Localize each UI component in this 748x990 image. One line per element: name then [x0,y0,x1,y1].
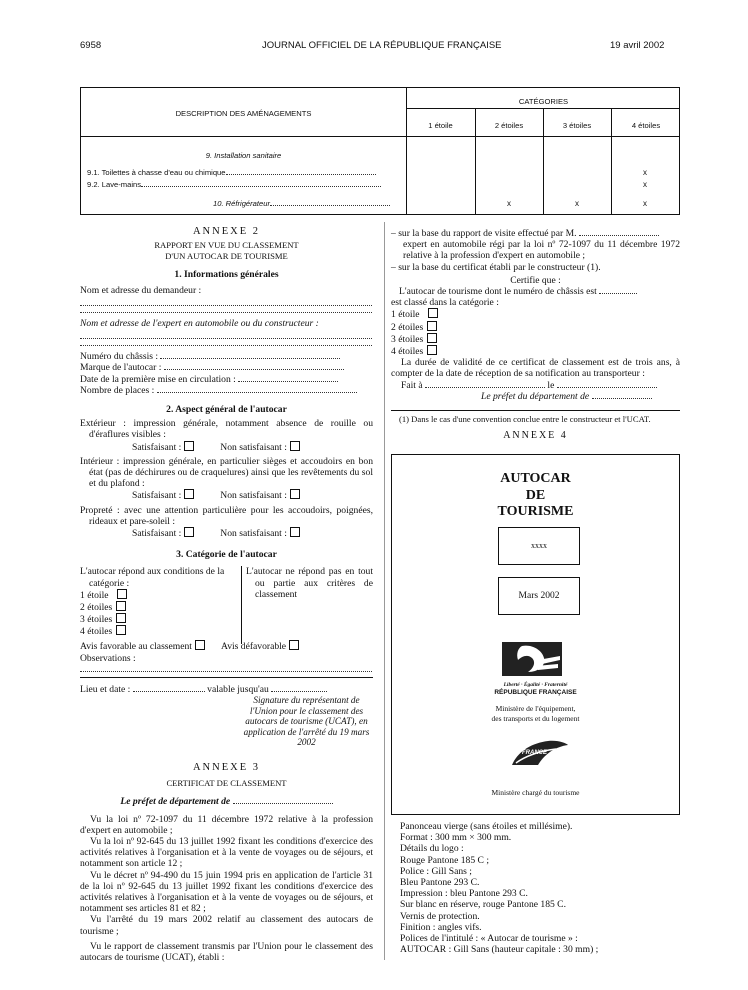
mark-10-4: x [643,199,647,208]
checkbox-prop-satisfaisant[interactable] [184,527,194,537]
annexe-2-title: ANNEXE 2 [192,226,261,237]
checkbox-int-non-satisfaisant[interactable] [290,489,300,499]
spec-line-8: Sur blanc en réserve, rouge Pantone 185 C. [400,899,566,911]
checkbox-cat-1[interactable] [117,589,127,599]
nombre-places-label: Nombre de places : [80,385,373,396]
amenagements-table [80,87,680,215]
repond-text: L'autocar répond aux conditions de la catégorie : [80,566,225,589]
categorie-block [80,566,373,636]
marianne-logo-icon [502,642,562,676]
checkbox-prop-non-satisfaisant[interactable] [290,527,300,537]
checkbox-int-satisfaisant[interactable] [184,489,194,499]
cat-header-2: 2 étoiles [494,121,524,130]
signature-ucat: Signature du représentant de l'Union pour le classement des autocars de tourisme (UCAT), en application de l'arrêté du 19 mars 2002 [243,695,370,748]
cat-header-1: 1 étoile [428,121,453,130]
proprete-text: Propreté : avec une attention particulière pour les accoudoirs, poignées, rideaux et pare-soleil : [80,504,373,527]
vu-arrete-2002: Vu l'arrêté du 19 mars 2002 relatif au classement des autocars de tourisme ; [80,914,373,937]
row-9-1: 9.1. Toilettes à chasse d'eau ou chimique [87,167,399,178]
checkbox-cert-4[interactable] [427,345,437,355]
checkbox-cat-3[interactable] [116,613,126,623]
marque-label: Marque de l'autocar : [80,362,373,373]
section-2-title: 2. Aspect général de l'autocar [166,404,287,416]
cat-etoile-2: 2 étoiles [80,601,235,613]
spec-line-7: Impression : bleu Pantone 293 C. [400,888,528,900]
row-10: 10. Réfrigérateur [213,198,399,209]
vu-decret-1994: Vu le décret nº 94-490 du 15 juin 1994 pris en application de l'article 31 de la loi nº 92-645 du 13 juillet 1992 fixant les conditions d'exercice des activités relatives à l'organisation et à la vente de voyages ou de séjours, et notamment ses articles 81 et 82 ; [80,869,373,915]
spec-line-12: AUTOCAR : Gill Sans (hauteur capitale : 30 mm) ; [400,944,599,956]
classe-categorie: est classé dans la catégorie : [391,297,499,309]
cert-etoile-3: 3 étoiles [391,333,680,345]
col-description-header: DESCRIPTION DES AMÉNAGEMENTS [175,109,312,118]
interieur-text: Intérieur : impression générale, en particulier sièges et accoudoirs en bon état (pas de déchirures ou de craquelures) ainsi que les revêtements du sol et du plafond : [80,455,373,490]
poster-box-millesime: Mars 2002 [498,577,580,615]
chassis-label: Numéro du châssis : [80,351,373,362]
spec-line-11: Polices de l'intitulé : « Autocar de tourisme » : [400,933,578,945]
annexe-3-title: ANNEXE 3 [192,762,261,773]
annexe-2-subtitle-1: RAPPORT EN VUE DU CLASSEMENT [154,240,299,251]
annexe-3 [80,762,373,963]
footnote: (1) Dans le cas d'une convention conclue entre le constructeur et l'UCAT. [399,414,651,425]
spec-line-4: Rouge Pantone 185 C ; [400,854,490,866]
row-9-2: 9.2. Lave-mains [87,179,399,190]
panonceau-specs [400,821,680,955]
spec-line-5: Police : Gill Sans ; [400,865,472,877]
annexe-2 [80,226,373,748]
column-divider [384,222,385,960]
lieu-date-row: Lieu et date : valable jusqu'au [80,684,373,695]
poster-ministere-tourisme: Ministère chargé du tourisme [491,788,580,797]
checkbox-cat-4[interactable] [116,625,126,635]
nom-expert-label: Nom et adresse de l'expert en automobile ou du constructeur : [80,318,319,330]
cat-header-3: 3 étoiles [562,121,592,130]
annexe-4-title: ANNEXE 4 [503,430,568,442]
poster-title: AUTOCAR DE TOURISME [497,471,574,519]
section-1-title: 1. Informations générales [174,268,279,280]
checkbox-cert-3[interactable] [427,333,437,343]
bullet-certificat-constructeur: – sur la base du certificat établi par le constructeur (1). [391,261,601,273]
spec-line-9: Vernis de protection. [400,910,480,922]
issue-date: 19 avril 2002 [610,40,665,51]
fait-a-line: Fait à le [391,380,680,391]
france-logo-text: FRANCE [522,750,547,756]
spec-line-1: Panonceau vierge (sans étoiles et millésime). [400,821,573,832]
cert-etoile-4: 4 étoiles [391,345,680,357]
cat-etoile-3: 3 étoiles [80,613,235,625]
avis-row: Avis favorable au classement Avis défavorable [80,640,373,652]
checkbox-ext-satisfaisant[interactable] [184,441,194,451]
annexe-2-subtitle-2: D'UN AUTOCAR DE TOURISME [165,251,288,262]
spec-line-6: Bleu Pantone 293 C. [400,877,480,889]
annexe-3-subtitle: CERTIFICAT DE CLASSEMENT [166,778,287,789]
cat-etoile-4: 4 étoiles [80,625,235,637]
poster-box-etoiles: xxxx [498,527,580,565]
exterieur-text: Extérieur : impression générale, notamment absence de rouille ou d'éraflures visibles : [80,418,373,441]
col-categories-header: CATÉGORIES [518,97,569,106]
ne-repond-text: L'autocar ne répond pas en tout ou partie aux critères de classement [246,566,373,600]
bullet-rapport-visite-cont: expert en automobile régi par la loi nº 72-1097 du 11 décembre 1972 relative à la profession d'expert en automobile ; [403,239,680,262]
journal-title: JOURNAL OFFICIEL DE LA RÉPUBLIQUE FRANÇAISE [262,40,502,51]
cat-etoile-1: 1 étoile [80,589,235,601]
proprete-options: Satisfaisant : Non satisfaisant : [80,527,373,539]
panonceau-poster [391,454,680,815]
spec-line-2: Format : 300 mm × 300 mm. [400,832,512,844]
section-3-title: 3. Catégorie de l'autocar [176,549,277,561]
certifie-que: Certifie que : [510,274,561,286]
mark-9-2-4: x [643,180,647,189]
mark-9-1-4: x [643,168,647,177]
autocar-chassis-line: L'autocar de tourisme dont le numéro de châssis est [391,286,680,297]
vu-loi-1992: Vu la loi nº 92-645 du 13 juillet 1992 fixant les conditions d'exercice des activités relatives à l'organisation et à la vente de voyages ou de séjours, et notamment son article 12 ; [80,836,373,870]
vu-loi-1972: Vu la loi nº 72-1097 du 11 décembre 1972 relative à la profession d'expert en automobile ; [80,813,373,836]
checkbox-avis-favorable[interactable] [195,640,205,650]
mark-10-3: x [575,199,579,208]
observations-label: Observations : [80,652,136,664]
interieur-options: Satisfaisant : Non satisfaisant : [80,489,373,501]
date-circulation-label: Date de la première mise en circulation : [80,374,373,385]
checkbox-cat-2[interactable] [116,601,126,611]
spec-line-3: Détails du logo : [400,843,464,855]
cert-etoile-1: 1 étoile [391,308,680,320]
spec-line-10: Finition : angles vifs. [400,921,482,933]
mark-10-2: x [507,199,511,208]
prefet-signature: Le préfet du département de [391,391,680,402]
page-number: 6958 [80,40,102,51]
cert-etoile-2: 2 étoiles [391,321,680,333]
duree-validite: La durée de validité de ce certificat de classement est de trois ans, à compter de la date de réception de sa notification au transporteur : [391,357,680,380]
right-column-certificat [391,228,680,441]
prefet-line: Le préfet de département de [80,796,373,807]
nom-demandeur-label: Nom et adresse du demandeur : [80,284,202,296]
poster-republique: RÉPUBLIQUE FRANÇAISE [494,689,577,696]
checkbox-cert-2[interactable] [427,321,437,331]
checkbox-cert-1[interactable] [428,308,438,318]
exterieur-options: Satisfaisant : Non satisfaisant : [80,441,373,453]
vu-rapport-ucat: Vu le rapport de classement transmis par l'Union pour le classement des autocars de tourisme (UCAT), établi : [80,940,373,964]
bullet-rapport-visite: – sur la base du rapport de visite effectué par M. [391,228,680,239]
poster-motto: Liberté · Égalité · Fraternité [503,682,568,688]
checkbox-avis-defavorable[interactable] [289,640,299,650]
section-9-label: 9. Installation sanitaire [205,151,282,160]
poster-ministere-equipement: Ministère de l'équipement, des transports et du logement [491,704,580,723]
cat-header-4: 4 étoiles [631,121,661,130]
checkbox-ext-non-satisfaisant[interactable] [290,441,300,451]
